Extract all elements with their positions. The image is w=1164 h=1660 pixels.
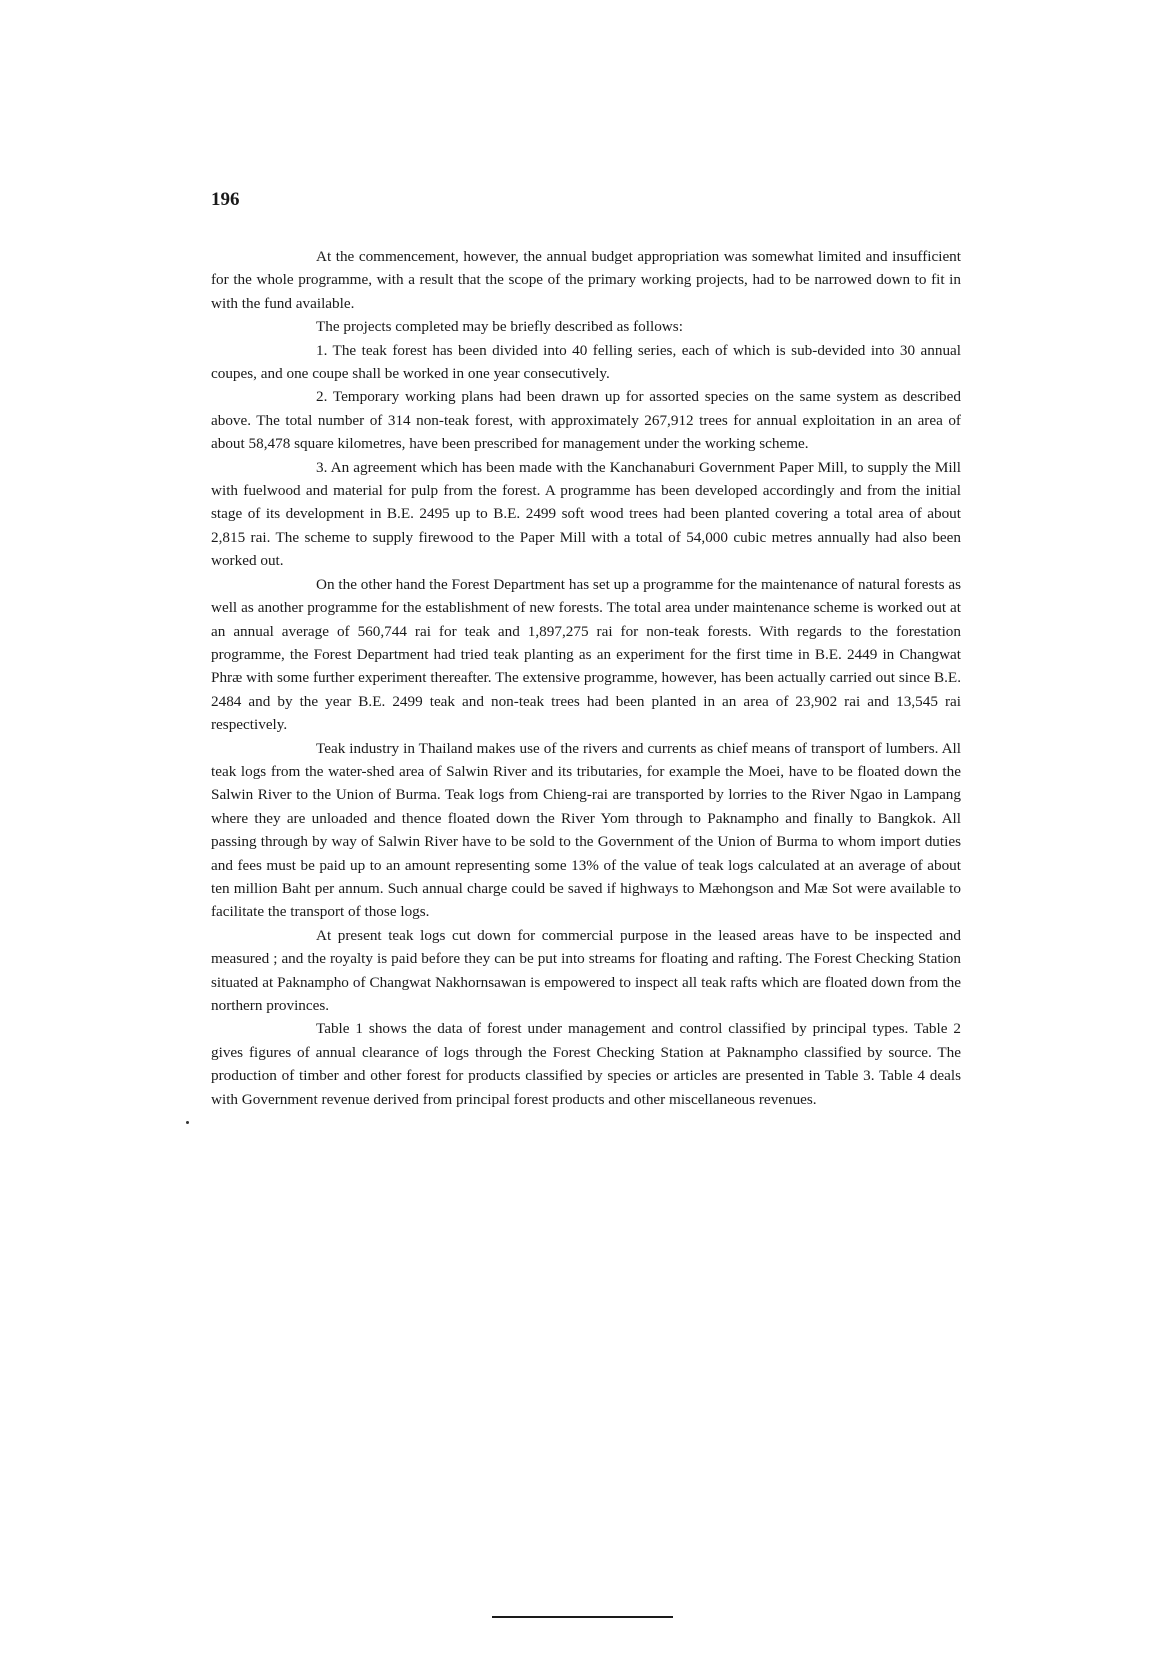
paragraph-maintenance: On the other hand the Forest Department has set up a programme for the maintenance of natural forests as well as another programme for the establishment of new forests. The total area under maintenance scheme is worked out at an annual average of 560,744 rai for teak and 1,897,275 rai for non-teak forests. With regards to the forestation programme, the Forest Department had tried teak planting as an experiment for the first time in B.E. 2449 in Changwat Phræ with some further experiment thereafter. The extensive programme, however, has been actually carried out since B.E. 2484 and by the year B.E. 2499 teak and non-teak trees had been planted in an area of 23,902 rai and 13,545 rai respectively. xyxy=(211,575,961,734)
paragraph-tables: Table 1 shows the data of forest under management and control classified by principal types. Table 2 gives figures of annual clearance of logs through the Forest Checking Station at Paknampho classified by source. The production of timber and other forest for products classified by species or articles are presented in Table 3. Table 4 deals with Government revenue derived from principal forest products and other miscellaneous revenues. xyxy=(211,1020,961,1108)
paragraph-item-2: 2. Temporary working plans had been drawn up for assorted species on the same system as described above. The total number of 314 non-teak forest, with approximately 267,912 trees for annual exploitation in an area of about 58,478 square kilometres, have been prescribed for management under the working scheme. xyxy=(211,388,961,453)
end-separator-rule xyxy=(492,1616,673,1618)
paragraph-projects-intro: The projects completed may be briefly described as follows: xyxy=(316,318,683,336)
paragraph-item-1: 1. The teak forest has been divided into 40 felling series, each of which is sub-devided into 30 annual coupes, and one coupe shall be worked in one year consecutively. xyxy=(211,341,961,383)
page-number: 196 xyxy=(211,189,240,210)
margin-mark xyxy=(186,1121,189,1124)
body-text xyxy=(211,245,961,1111)
paragraph-budget: At the commencement, however, the annual budget appropriation was somewhat limited and insufficient for the whole programme, with a result that the scope of the primary working projects, had to be narrowed down to fit in with the fund available. xyxy=(211,248,961,312)
paragraph-item-3: 3. An agreement which has been made with the Kanchanaburi Government Paper Mill, to supply the Mill with fuelwood and material for pulp from the forest. A programme has been developed accordingly and from the initial stage of its development in B.E. 2495 up to B.E. 2499 soft wood trees had been planted covering a total area of about 2,815 rai. The scheme to supply firewood to the Paper Mill with a total of 54,000 cubic metres annually had also been worked out. xyxy=(211,458,961,570)
paragraph-inspection: At present teak logs cut down for commercial purpose in the leased areas have to be inspected and measured ; and the royalty is paid before they can be put into streams for floating and rafting. The Forest Checking Station situated at Paknampho of Changwat Nakhornsawan is empowered to inspect all teak rafts which are floated down from the northern provinces. xyxy=(211,926,961,1014)
paragraph-teak-industry: Teak industry in Thailand makes use of the rivers and currents as chief means of transport of lumbers. All teak logs from the water-shed area of Salwin River and its tributaries, for example the Moei, have to be floated down the Salwin River to the Union of Burma. Teak logs from Chieng-rai are transported by lorries to the River Ngao in Lampang where they are unloaded and thence floated down the River Yom through to Paknampho and finally to Bangkok. All passing through by way of Salwin River have to be sold to the Government of the Union of Burma to whom import duties and fees must be paid up to an amount representing some 13% of the value of teak logs calculated at an average of about ten million Baht per annum. Such annual charge could be saved if highways to Mæhongson and Mæ Sot were available to facilitate the transport of those logs. xyxy=(211,739,961,921)
